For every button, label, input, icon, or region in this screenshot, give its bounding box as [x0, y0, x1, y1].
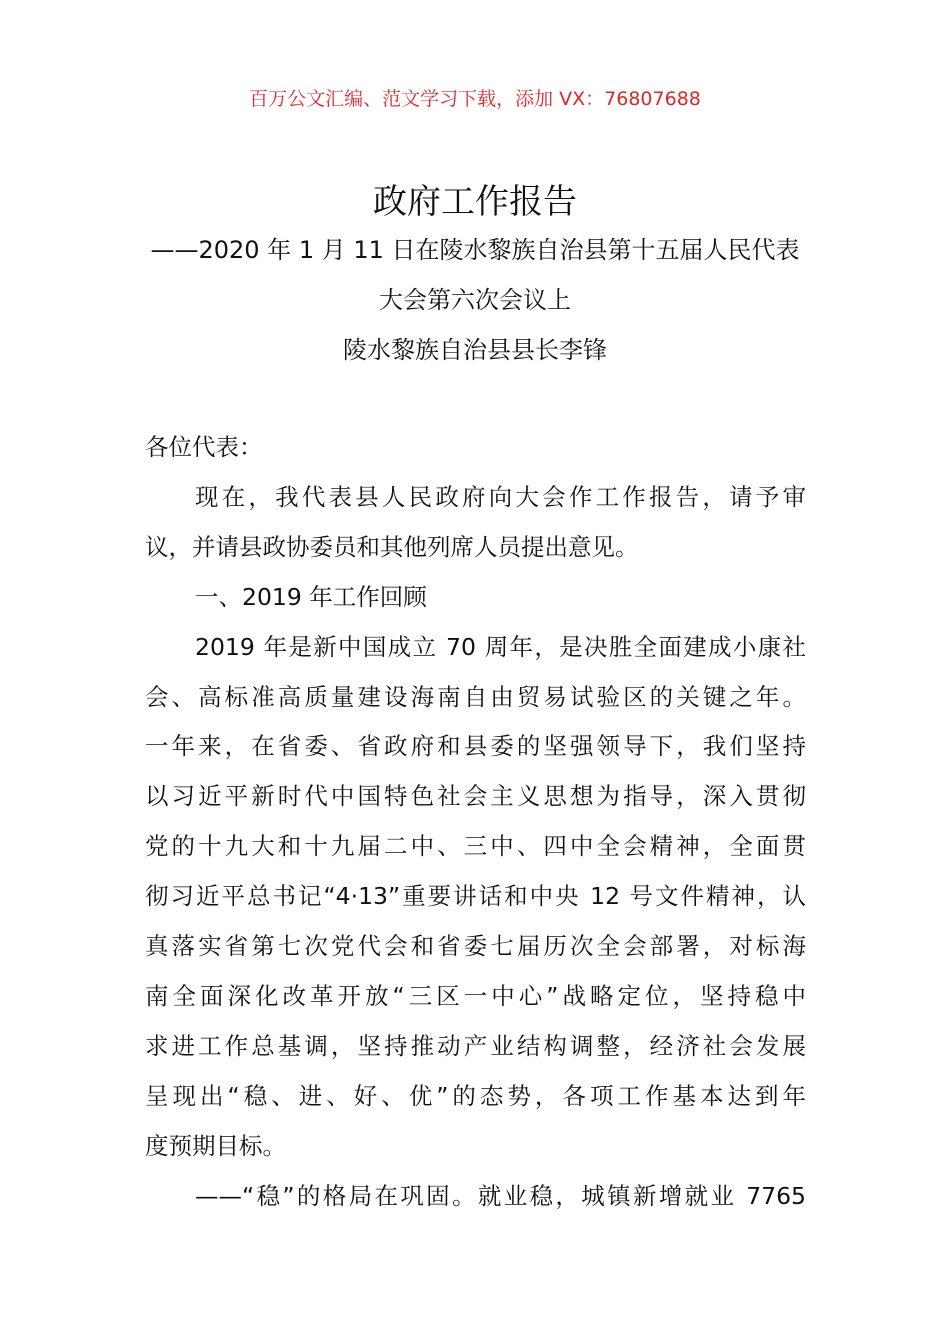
- body-text-line: 议，并请县政协委员和其他列席人员提出意见。: [145, 532, 639, 561]
- body-text-line: 2019 年是新中国成立 70 周年，是决胜全面建成小康社: [195, 632, 806, 661]
- body-text-line: 一、2019 年工作回顾: [195, 582, 427, 611]
- watermark-banner: 百万公文汇编、范文学习下载，添加 VX：76807688: [249, 88, 701, 110]
- body-text-line: 呈现出“稳、进、好、优”的态势，各项工作基本达到年: [145, 1081, 806, 1110]
- document-title: 政府工作报告: [373, 182, 577, 222]
- body-text-line: 一年来，在省委、省政府和县委的坚强领导下，我们坚持: [145, 732, 806, 761]
- body-text-line: 度预期目标。: [145, 1131, 286, 1160]
- body-text-line: 现在，我代表县人民政府向大会作工作报告，请予审: [195, 482, 806, 511]
- body-text-line: 各位代表：: [145, 433, 263, 461]
- body-text-line: 求进工作总基调，坚持推动产业结构调整，经济社会发展: [145, 1031, 806, 1060]
- body-text-line: 南全面深化改革开放“三区一中心”战略定位，坚持稳中: [145, 981, 806, 1010]
- subtitle-line: 大会第六次会议上: [379, 286, 571, 314]
- body-text-line: ——“稳”的格局在巩固。就业稳，城镇新增就业 7765: [195, 1181, 806, 1210]
- body-text-line: 彻习近平总书记“4·13”重要讲话和中央 12 号文件精神，认: [145, 882, 806, 911]
- subtitle-line: ——2020 年 1 月 11 日在陵水黎族自治县第十五届人民代表: [150, 236, 800, 264]
- body-text-line: 会、高标准高质量建设海南自由贸易试验区的关键之年。: [145, 682, 806, 711]
- body-text-line: 以习近平新时代中国特色社会主义思想为指导，深入贯彻: [145, 782, 806, 811]
- body-text-line: 党的十九大和十九届二中、三中、四中全会精神，全面贯: [145, 832, 806, 861]
- author-line: 陵水黎族自治县县长李锋: [343, 336, 607, 364]
- body-text-line: 真落实省第七次党代会和省委七届历次全会部署，对标海: [145, 932, 806, 960]
